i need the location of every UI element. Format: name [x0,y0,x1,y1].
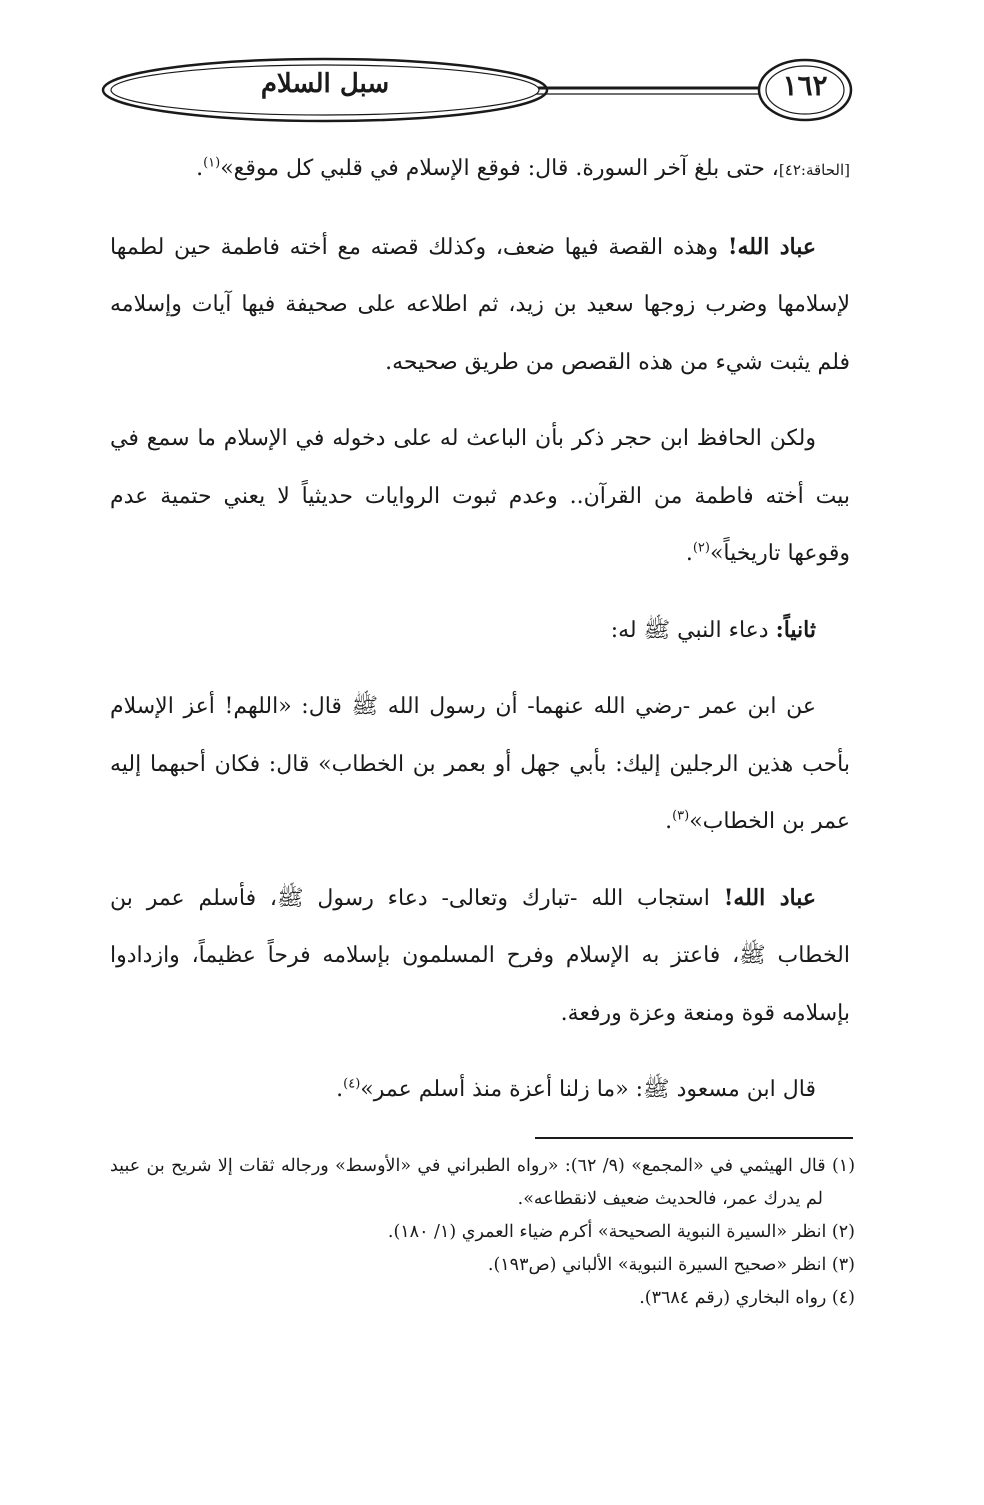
running-title: سبل السلام [260,69,390,99]
footnotes [110,1150,855,1315]
paragraph-4 [110,602,850,660]
footnote-marker: (٣) [672,808,690,824]
paragraph-lead: عباد الله! [727,233,816,260]
paragraph-end: . [196,156,204,181]
footnote-marker: (١) [203,155,221,171]
footnote-separator [535,1137,853,1139]
footnote-marker: (٤) [343,1076,361,1092]
footnote-marker: (٢) [692,540,710,556]
paragraph-text: ولكن الحافظ ابن حجر ذكر بأن الباعث له على دخوله في الإسلام ما سمع في بيت أخته فاطمة من القرآن.. وعدم ثبوت الروايات حديثياً لا يعني حتمية عدم وقوعها تاريخياً» [110,426,850,566]
page-header [95,55,855,125]
footnote-3: (٣) انظر «صحيح السيرة النبوية» الألباني (ص١٩٣). [487,1255,855,1275]
page-number: ١٦٢ [782,69,828,102]
paragraph-text: دعاء النبي ﷺ له: [610,617,776,643]
paragraph-5 [110,678,850,851]
paragraph-3 [110,410,850,583]
paragraph-text: وهذه القصة فيها ضعف، وكذلك قصته مع أخته فاطمة حين لطمها لإسلامها وضرب زوجها سعيد بن زيد، ثم اطلاعه على صحيفة فيها آيات وإسلامه فلم يثبت شيء من هذه القصص من طريق صحيحه. [110,234,850,375]
paragraph-text: استجاب الله -تبارك وتعالى- دعاء رسول ﷺ، فأسلم عمر بن الخطاب ﷺ، فاعتز به الإسلام وفرح المسلمون بإسلامه فرحاً عظيماً، وازدادوا بإسلامه قوة ومنعة وعزة ورفعة. [110,885,850,1026]
paragraph-7 [110,1061,850,1119]
paragraph-text: عن ابن عمر -رضي الله عنهما- أن رسول الله ﷺ قال: «اللهم! أعز الإسلام بأحب هذين الرجلين إليك: بأبي جهل أو بعمر بن الخطاب» قال: فكان أحبهما إليه عمر بن الخطاب» [110,694,850,834]
footnote-4: (٤) رواه البخاري (رقم ٣٦٨٤). [639,1288,855,1308]
footnote-2: (٢) انظر «السيرة النبوية الصحيحة» أكرم ضياء العمري (١/ ١٨٠). [387,1222,855,1242]
paragraph-6 [110,870,850,1043]
paragraph-text: قال ابن مسعود ﷺ: «ما زلنا أعزة منذ أسلم عمر» [360,1077,816,1102]
paragraph-end: . [336,1077,344,1102]
paragraph-lead: عباد الله! [723,884,816,911]
quran-reference: [الحاقة:٤٢] [778,161,850,179]
main-text [110,140,850,1138]
paragraph-text: ، حتى بلغ آخر السورة. قال: فوقع الإسلام في قلبي كل موقع» [220,156,779,181]
paragraph-end: . [665,809,673,834]
footnote-1: (١) قال الهيثمي في «المجمع» (٩/ ٦٢): «رواه الطبراني في «الأوسط» ورجاله ثقات إلا شريح بن عبيد لم يدرك عمر، فالحديث ضعيف لانقطاعه». [110,1156,856,1209]
paragraph-end: . [685,541,693,566]
header-frame [95,55,855,125]
paragraph-1 [110,140,850,200]
paragraph-2 [110,219,850,392]
section-heading: ثانياً: [775,616,816,643]
